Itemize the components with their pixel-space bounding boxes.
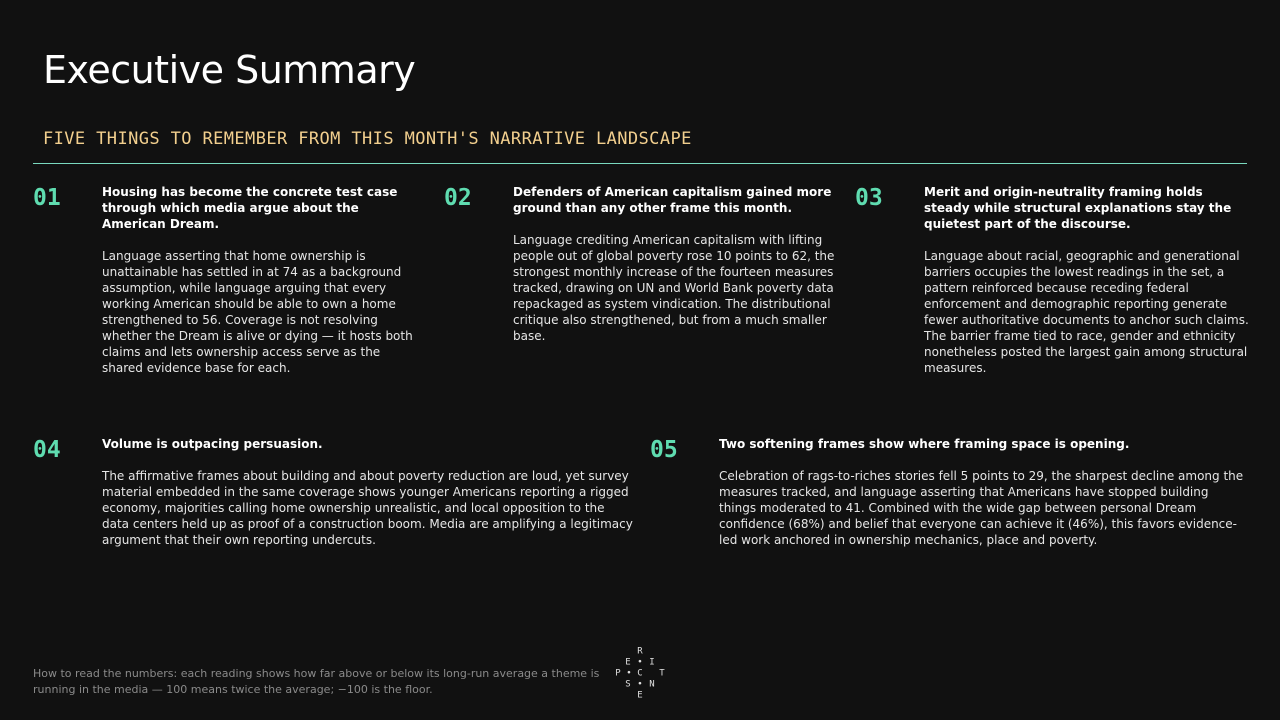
item-body: Language about racial, geographic and generational barriers occupies the lowest readings in the set, a pattern reinforced because receding federal enforcement and demographic reporting generate fewer authoritative documents to anchor such claims. The barrier frame tied to race, gender and ethnicity nonetheless posted the largest gain among structural measures. <box>924 249 1249 375</box>
logo-letter: I <box>649 657 655 668</box>
footnote: How to read the numbers: each reading shows how far above or below its long-run average a theme is running in the media — 100 means twice the average; −100 is the floor. <box>33 667 600 696</box>
logo-dot: • <box>637 657 643 668</box>
item-heading: Volume is outpacing persuasion. <box>102 437 323 451</box>
item-05 <box>719 436 1249 548</box>
item-heading: Merit and origin-neutrality framing holds steady while structural explanations stay the quietest part of the discourse. <box>924 185 1232 231</box>
logo-letter: E <box>625 657 631 668</box>
item-number-05: 05 <box>650 437 678 463</box>
item-heading: Defenders of American capitalism gained more ground than any other frame this month. <box>513 185 832 215</box>
logo-letter: P <box>615 668 621 679</box>
item-body: The affirmative frames about building and about poverty reduction are loud, yet survey material embedded in the same coverage shows younger Americans reporting a rigged economy, majorities calling home ownership unrealistic, and local opposition to the data centers held up as proof of a construction boom. Media are amplifying a legitimacy argument that their own reporting undercuts. <box>102 469 633 547</box>
item-number-01: 01 <box>33 185 61 211</box>
item-body: Language asserting that home ownership is unattainable has settled in at 74 as a background assumption, while language arguing that every working American should be able to own a home strengthened to 56. Coverage is not resolving whether the Dream is alive or dying — it hosts both claims and lets ownership access serve as the shared evidence base for each. <box>102 249 413 375</box>
item-heading: Housing has become the concrete test case through which media argue about the American Dream. <box>102 185 398 231</box>
divider-rule <box>33 163 1247 164</box>
brand-logo <box>612 646 668 702</box>
page-subtitle: FIVE THINGS TO REMEMBER FROM THIS MONTH'S NARRATIVE LANDSCAPE <box>43 129 692 149</box>
logo-letter: R <box>637 646 643 657</box>
item-body: Language crediting American capitalism with lifting people out of global poverty rose 10 points to 62, the strongest monthly increase of the fourteen measures tracked, drawing on UN and World Bank poverty data repackaged as system vindication. The distributional critique also strengthened, but from a much smaller base. <box>513 233 835 343</box>
item-heading: Two softening frames show where framing space is opening. <box>719 437 1130 451</box>
page-title: Executive Summary <box>43 48 416 92</box>
logo-letter: C <box>637 668 643 679</box>
logo-letter: N <box>649 679 655 690</box>
item-03 <box>924 184 1250 376</box>
item-01 <box>102 184 424 376</box>
logo-dot: • <box>626 668 632 679</box>
item-04 <box>102 436 634 548</box>
logo-letter: E <box>637 690 643 701</box>
item-number-02: 02 <box>444 185 472 211</box>
logo-letter: T <box>659 668 665 679</box>
item-02 <box>513 184 835 344</box>
logo-dot: • <box>637 679 643 690</box>
item-body: Celebration of rags-to-riches stories fell 5 points to 29, the sharpest decline among the measures tracked, and language asserting that Americans have stopped building things moderated to 41. Combined with the wide gap between personal Dream confidence (68%) and belief that everyone can achieve it (46%), this favors evidence-led work anchored in ownership mechanics, place and poverty. <box>719 469 1244 547</box>
logo-letter: S <box>625 679 631 690</box>
item-number-03: 03 <box>855 185 883 211</box>
item-number-04: 04 <box>33 437 61 463</box>
